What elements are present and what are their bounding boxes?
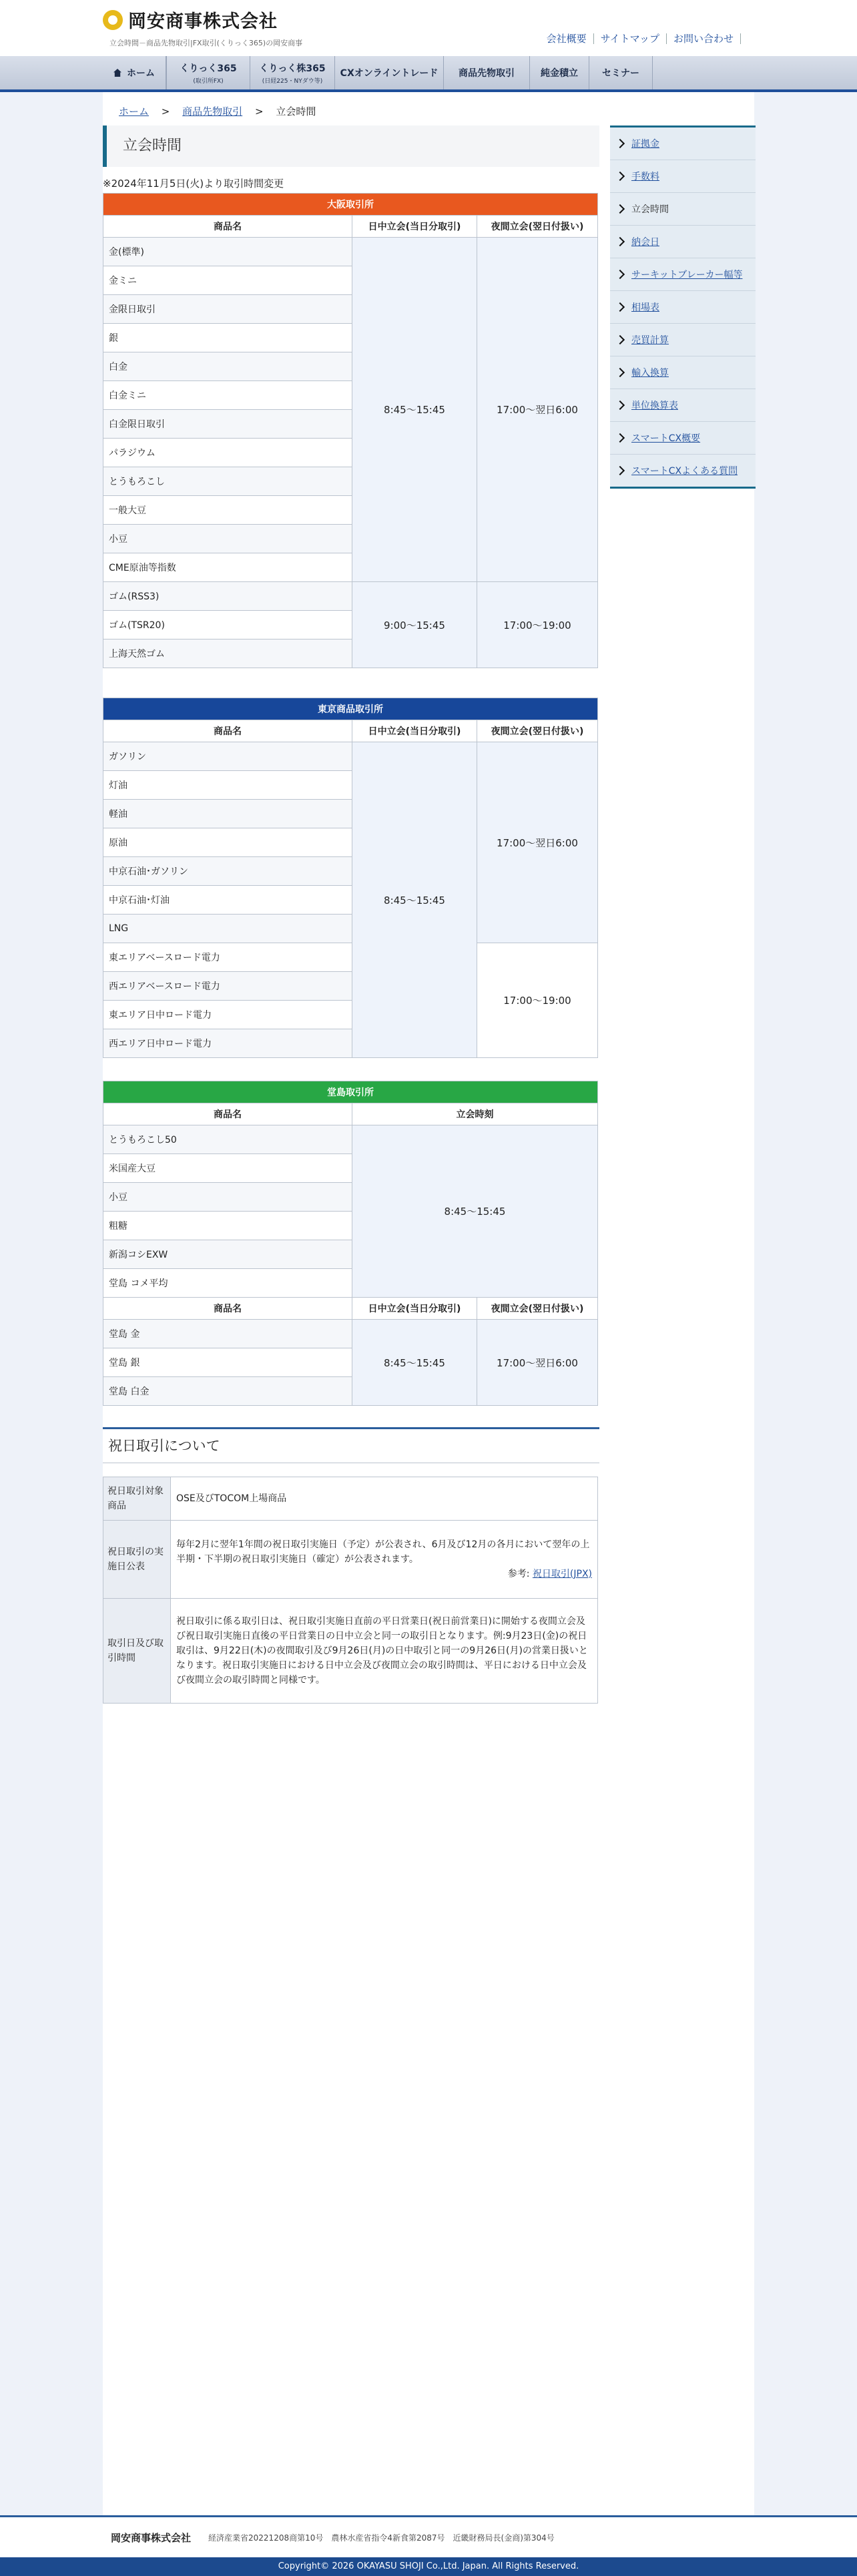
chevron-right-icon: [615, 466, 625, 475]
holiday-row-head: 祝日取引の実施日公表: [103, 1521, 171, 1599]
company-profile-link[interactable]: 会社概要: [546, 33, 587, 45]
nav-home-label: ホーム: [127, 68, 155, 79]
side-menu-item[interactable]: [610, 193, 756, 226]
page-body: [103, 92, 754, 2515]
col-session: 立会時刻: [352, 1103, 598, 1125]
night-session-time: 17:00〜翌日6:00: [477, 238, 598, 582]
product-name: 小豆: [103, 525, 352, 553]
nav-click-kabu365[interactable]: [250, 56, 335, 89]
nav-label: セミナー: [602, 68, 639, 79]
side-menu-item[interactable]: [610, 160, 756, 193]
jpx-holiday-link[interactable]: 祝日取引(JPX): [532, 1569, 592, 1579]
footer-registration: 経済産業省20221208商第10号 農林水産省指令4新食第2087号 近畿財務局長(金商)第304号: [208, 2533, 555, 2543]
breadcrumb-home[interactable]: ホーム: [119, 105, 150, 117]
side-menu-label[interactable]: スマートCXよくある質問: [631, 466, 738, 477]
product-name: ゴム(TSR20): [103, 611, 352, 639]
side-menu-item[interactable]: [610, 127, 756, 160]
site-header: [0, 0, 857, 56]
chevron-right-icon: [615, 204, 625, 214]
product-name: 粗糖: [103, 1212, 352, 1240]
holiday-row-head: 祝日取引対象商品: [103, 1477, 171, 1521]
exchange-title: 東京商品取引所: [103, 698, 598, 720]
breadcrumb-separator: >: [254, 105, 264, 117]
product-name: とうもろこし50: [103, 1125, 352, 1154]
table-row: [103, 582, 598, 611]
holiday-row-body: OSE及びTOCOM上場商品: [171, 1477, 598, 1521]
breadcrumb-futures[interactable]: 商品先物取引: [182, 105, 243, 117]
chevron-right-icon: [615, 237, 625, 246]
holiday-row-body: [171, 1521, 598, 1599]
col-product: 商品名: [103, 216, 352, 238]
breadcrumb: [103, 92, 754, 125]
col-product: 商品名: [103, 1103, 352, 1125]
product-name: ガソリン: [103, 742, 352, 771]
product-name: 白金: [103, 352, 352, 381]
side-menu-label[interactable]: スマートCX概要: [631, 433, 701, 444]
table-row: [103, 1125, 598, 1154]
tagline: 立会時間－商品先物取引|FX取引(くりっく365)の岡安商事: [109, 39, 303, 47]
chevron-right-icon: [615, 433, 625, 443]
product-name: 上海天然ゴム: [103, 639, 352, 668]
footer-copyright: Copyright© 2026 OKAYASU SHOJI Co.,Ltd. Japan. All Rights Reserved.: [0, 2557, 857, 2576]
global-nav: [0, 56, 857, 92]
exchange-title: 堂島取引所: [103, 1081, 598, 1103]
exchange-title: 大阪取引所: [103, 194, 598, 216]
nav-label: くりっく株365: [259, 63, 326, 74]
product-name: 金(標準): [103, 238, 352, 266]
nav-futures[interactable]: [444, 56, 530, 89]
chevron-right-icon: [615, 302, 625, 312]
side-menu-label[interactable]: 単位換算表: [631, 401, 678, 411]
nav-label: CXオンライントレード: [340, 68, 439, 79]
breadcrumb-current: 立会時間: [276, 105, 316, 117]
product-name: 一般大豆: [103, 496, 352, 525]
day-session-time: 9:00〜15:45: [352, 582, 477, 668]
table-row: [103, 238, 598, 266]
contact-link[interactable]: お問い合わせ: [666, 33, 741, 44]
side-menu: [610, 125, 756, 489]
product-name: 銀: [103, 324, 352, 352]
product-name: 白金限日取引: [103, 410, 352, 439]
session-time: 8:45〜15:45: [352, 1125, 598, 1298]
reference-prefix: 参考:: [507, 1569, 530, 1579]
col-day-session: 日中立会(当日分取引): [352, 720, 477, 742]
chevron-right-icon: [615, 270, 625, 279]
holiday-heading: 祝日取引について: [103, 1427, 599, 1463]
product-name: パラジウム: [103, 439, 352, 467]
nav-gold-savings[interactable]: [530, 56, 589, 89]
product-name: 灯油: [103, 771, 352, 800]
product-name: 東エリアベースロード電力: [103, 943, 352, 972]
table-row: [103, 943, 598, 972]
top-links: [540, 33, 741, 44]
product-name: ゴム(RSS3): [103, 582, 352, 611]
product-name: 原油: [103, 828, 352, 857]
dojima-exchange-table: [103, 1081, 598, 1406]
holiday-table: [103, 1477, 598, 1704]
page-title: 立会時間: [103, 125, 599, 167]
product-name: 小豆: [103, 1183, 352, 1212]
holiday-row-head: 取引日及び取引時間: [103, 1599, 171, 1704]
logo-mark-icon: [103, 10, 123, 30]
product-name: 新潟コシEXW: [103, 1240, 352, 1269]
product-name: LNG: [103, 915, 352, 943]
breadcrumb-separator: >: [161, 105, 170, 117]
product-name: 金ミニ: [103, 266, 352, 295]
col-night-session: 夜間立会(翌日付扱い): [477, 1298, 598, 1320]
col-day-session: 日中立会(当日分取引): [352, 1298, 477, 1320]
chevron-right-icon: [615, 139, 625, 148]
side-menu-label[interactable]: 売買計算: [631, 335, 669, 346]
table-row: [103, 742, 598, 771]
side-menu-item[interactable]: [610, 422, 756, 455]
side-menu-label[interactable]: サーキットブレーカー幅等: [631, 270, 743, 280]
product-name: 白金ミニ: [103, 381, 352, 410]
nav-label: 純金積立: [541, 68, 578, 79]
side-menu-label[interactable]: 納会日: [631, 237, 659, 248]
chevron-right-icon: [615, 368, 625, 377]
product-name: 金限日取引: [103, 295, 352, 324]
side-menu-item[interactable]: [610, 389, 756, 422]
product-name: 堂島 銀: [103, 1348, 352, 1377]
holiday-row-body: 祝日取引に係る取引日は、祝日取引実施日直前の平日営業日(祝日前営業日)に開始する夜間立会及び祝日取引実施日直後の平日営業日の日中立会と同一の取引日となります。例:9月23日(金)の祝日取引は、9月22日(木)の夜間取引及び9月26日(月)の日中取引と同一の9月26日(月)の営業日扱いとなります。祝日取引実施日における日中立会及び夜間立会の取引時間は、平日における日中立会及び夜間立会の取引時間と同様です。: [171, 1599, 598, 1704]
nav-click365[interactable]: [166, 56, 250, 89]
chevron-right-icon: [615, 401, 625, 410]
nav-sub-label: (取引所FX): [193, 77, 224, 85]
night-session-time: 17:00〜19:00: [477, 943, 598, 1058]
side-menu-item[interactable]: [610, 226, 756, 258]
col-product: 商品名: [103, 1298, 352, 1320]
col-night-session: 夜間立会(翌日付扱い): [477, 216, 598, 238]
main-content: [103, 125, 599, 1704]
col-night-session: 夜間立会(翌日付扱い): [477, 720, 598, 742]
sitemap-link[interactable]: サイトマップ: [593, 33, 666, 44]
night-session-time: 17:00〜翌日6:00: [477, 742, 598, 943]
nav-sub-label: (日経225・NYダウ等): [262, 77, 323, 85]
holiday-announce-text: 毎年2月に翌年1年間の祝日取引実施日（予定）が公表され、6月及び12月の各月において翌年の上半期・下半期の祝日取引実施日（確定）が公表されます。: [176, 1539, 590, 1565]
company-name: 岡安商事株式会社: [128, 11, 278, 32]
osaka-exchange-table: [103, 193, 598, 668]
side-menu-label[interactable]: 相場表: [631, 302, 659, 313]
chevron-right-icon: [615, 335, 625, 344]
side-menu-label[interactable]: 手数料: [631, 172, 659, 182]
side-menu-item[interactable]: [610, 258, 756, 291]
schedule-change-note: ※2024年11月5日(火)より取引時間変更: [103, 178, 284, 190]
col-product: 商品名: [103, 720, 352, 742]
product-name: 西エリアベースロード電力: [103, 972, 352, 1001]
nav-cx-online[interactable]: [335, 56, 444, 89]
product-name: 堂島 コメ平均: [103, 1269, 352, 1298]
product-name: 中京石油･ガソリン: [103, 857, 352, 886]
holiday-reference: [176, 1567, 592, 1581]
logo[interactable]: [103, 7, 278, 33]
footer-company: 岡安商事株式会社: [111, 2531, 192, 2544]
product-name: 東エリア日中ロード電力: [103, 1001, 352, 1029]
nav-label: 商品先物取引: [459, 68, 515, 79]
product-name: 西エリア日中ロード電力: [103, 1029, 352, 1058]
table-row: [103, 1320, 598, 1348]
footer: [0, 2515, 857, 2557]
col-day-session: 日中立会(当日分取引): [352, 216, 477, 238]
chevron-right-icon: [615, 172, 625, 181]
day-session-time: 8:45〜15:45: [352, 742, 477, 1058]
side-menu-item[interactable]: [610, 356, 756, 389]
side-menu-item[interactable]: [610, 291, 756, 324]
product-name: 堂島 白金: [103, 1377, 352, 1406]
tokyo-exchange-table: [103, 698, 598, 1058]
nav-seminar[interactable]: [589, 56, 653, 89]
product-name: 中京石油･灯油: [103, 886, 352, 915]
night-session-time: 17:00〜19:00: [477, 582, 598, 668]
product-name: 堂島 金: [103, 1320, 352, 1348]
side-menu-item[interactable]: [610, 455, 756, 487]
side-menu-label[interactable]: 証拠金: [631, 139, 659, 150]
product-name: 米国産大豆: [103, 1154, 352, 1183]
day-session-time: 8:45〜15:45: [352, 238, 477, 582]
nav-home[interactable]: [103, 56, 166, 89]
night-session-time: 17:00〜翌日6:00: [477, 1320, 598, 1406]
side-menu-label: 立会時間: [631, 204, 669, 215]
side-menu-label[interactable]: 輸入換算: [631, 368, 669, 378]
day-session-time: 8:45〜15:45: [352, 1320, 477, 1406]
home-icon: [113, 69, 121, 77]
product-name: 軽油: [103, 800, 352, 828]
side-menu-item[interactable]: [610, 324, 756, 356]
nav-label: くりっく365: [180, 63, 237, 74]
product-name: CME原油等指数: [103, 553, 352, 582]
product-name: とうもろこし: [103, 467, 352, 496]
